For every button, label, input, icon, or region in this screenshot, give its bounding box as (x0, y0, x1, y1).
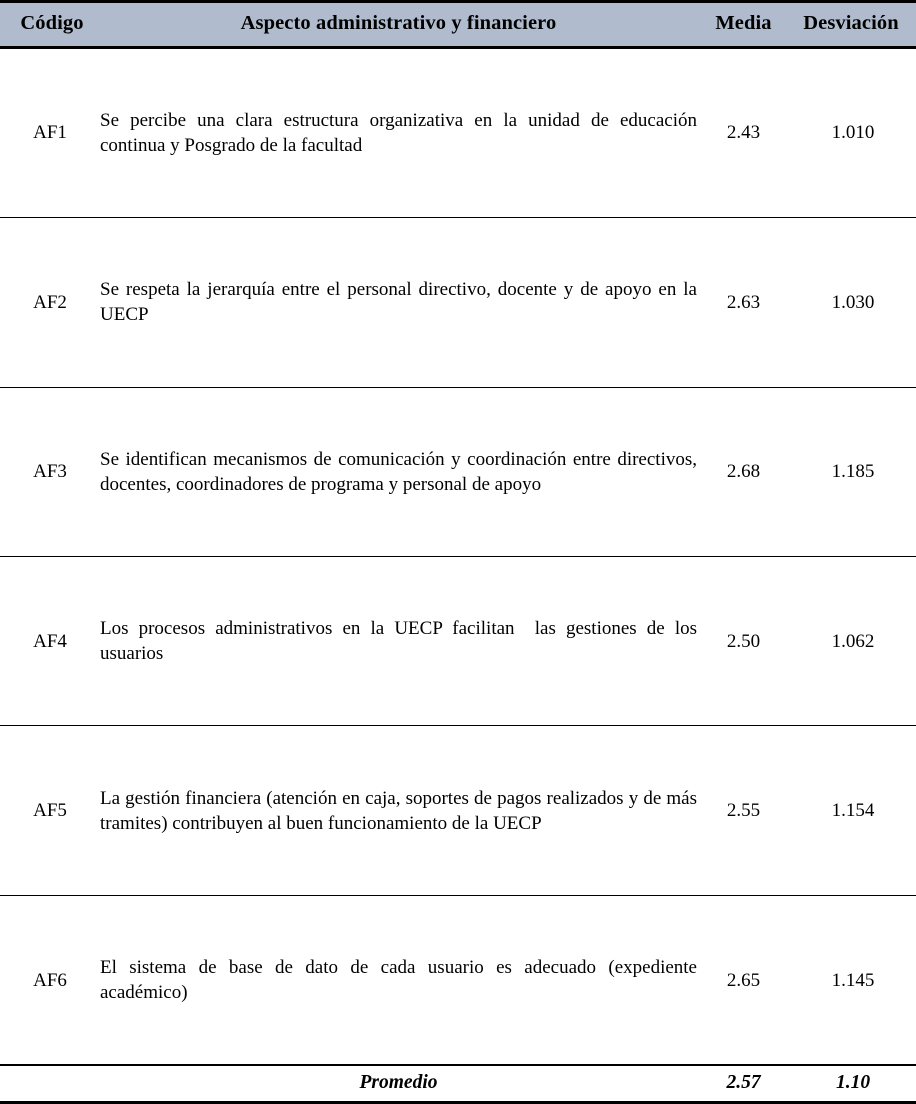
cell-aspecto (100, 218, 702, 387)
cell-desviacion: 1.145 (790, 895, 916, 1065)
aspecto-text: La gestión financiera (atención en caja, soportes de pagos realizados y de más tramites) contribuyen al buen funcionamiento de la UECP (100, 787, 702, 834)
cell-media: 2.55 (697, 726, 790, 895)
cell-desviacion: 1.010 (790, 47, 916, 217)
cell-desviacion: 1.030 (790, 218, 916, 387)
column-header-aspecto: Aspecto administrativo y financiero (100, 2, 697, 48)
cell-aspecto (100, 726, 702, 895)
average-blank-cell (0, 1065, 100, 1103)
aspecto-text: Se respeta la jerarquía entre el personal directivo, docente y de apoyo en la UECP (100, 279, 702, 326)
cell-codigo: AF5 (0, 726, 100, 895)
cell-codigo: AF1 (0, 47, 100, 217)
cell-codigo: AF4 (0, 556, 100, 725)
aspecto-text: Los procesos administrativos en la UECP facilitan las gestiones de los usuarios (100, 618, 702, 665)
column-header-media: Media (697, 2, 790, 48)
cell-media: 2.43 (697, 47, 790, 217)
average-row (0, 1065, 916, 1103)
cell-desviacion: 1.062 (790, 556, 916, 725)
cell-desviacion: 1.154 (790, 726, 916, 895)
cell-codigo: AF3 (0, 387, 100, 556)
average-media: 2.57 (697, 1065, 790, 1103)
table-row (0, 726, 916, 895)
cell-aspecto (100, 556, 702, 725)
aspecto-text: Se percibe una clara estructura organizativa en la unidad de educación continua y Posgrado de la facultad (100, 109, 702, 156)
average-label: Promedio (100, 1065, 697, 1103)
average-desviacion: 1.10 (790, 1065, 916, 1103)
cell-codigo: AF6 (0, 895, 100, 1065)
cell-aspecto (100, 47, 702, 217)
cell-aspecto (100, 387, 702, 556)
table-body (0, 47, 916, 1065)
table-row (0, 556, 916, 725)
table-row (0, 895, 916, 1065)
column-header-desviacion: Desviación (790, 2, 916, 48)
table-header (0, 2, 916, 48)
table-row (0, 387, 916, 556)
cell-media: 2.63 (697, 218, 790, 387)
cell-media: 2.68 (697, 387, 790, 556)
aspecto-text: Se identifican mecanismos de comunicación y coordinación entre directivos, docentes, coordinadores de programa y personal de apoyo (100, 448, 702, 495)
aspecto-text: El sistema de base de dato de cada usuario es adecuado (expediente académico) (100, 957, 702, 1004)
table-footer (0, 1065, 916, 1103)
table-row (0, 47, 916, 217)
cell-media: 2.50 (697, 556, 790, 725)
table-header-row (0, 2, 916, 48)
cell-aspecto (100, 895, 702, 1065)
table-row (0, 218, 916, 387)
column-header-codigo: Código (0, 2, 100, 48)
cell-media: 2.65 (697, 895, 790, 1065)
cell-desviacion: 1.185 (790, 387, 916, 556)
cell-codigo: AF2 (0, 218, 100, 387)
